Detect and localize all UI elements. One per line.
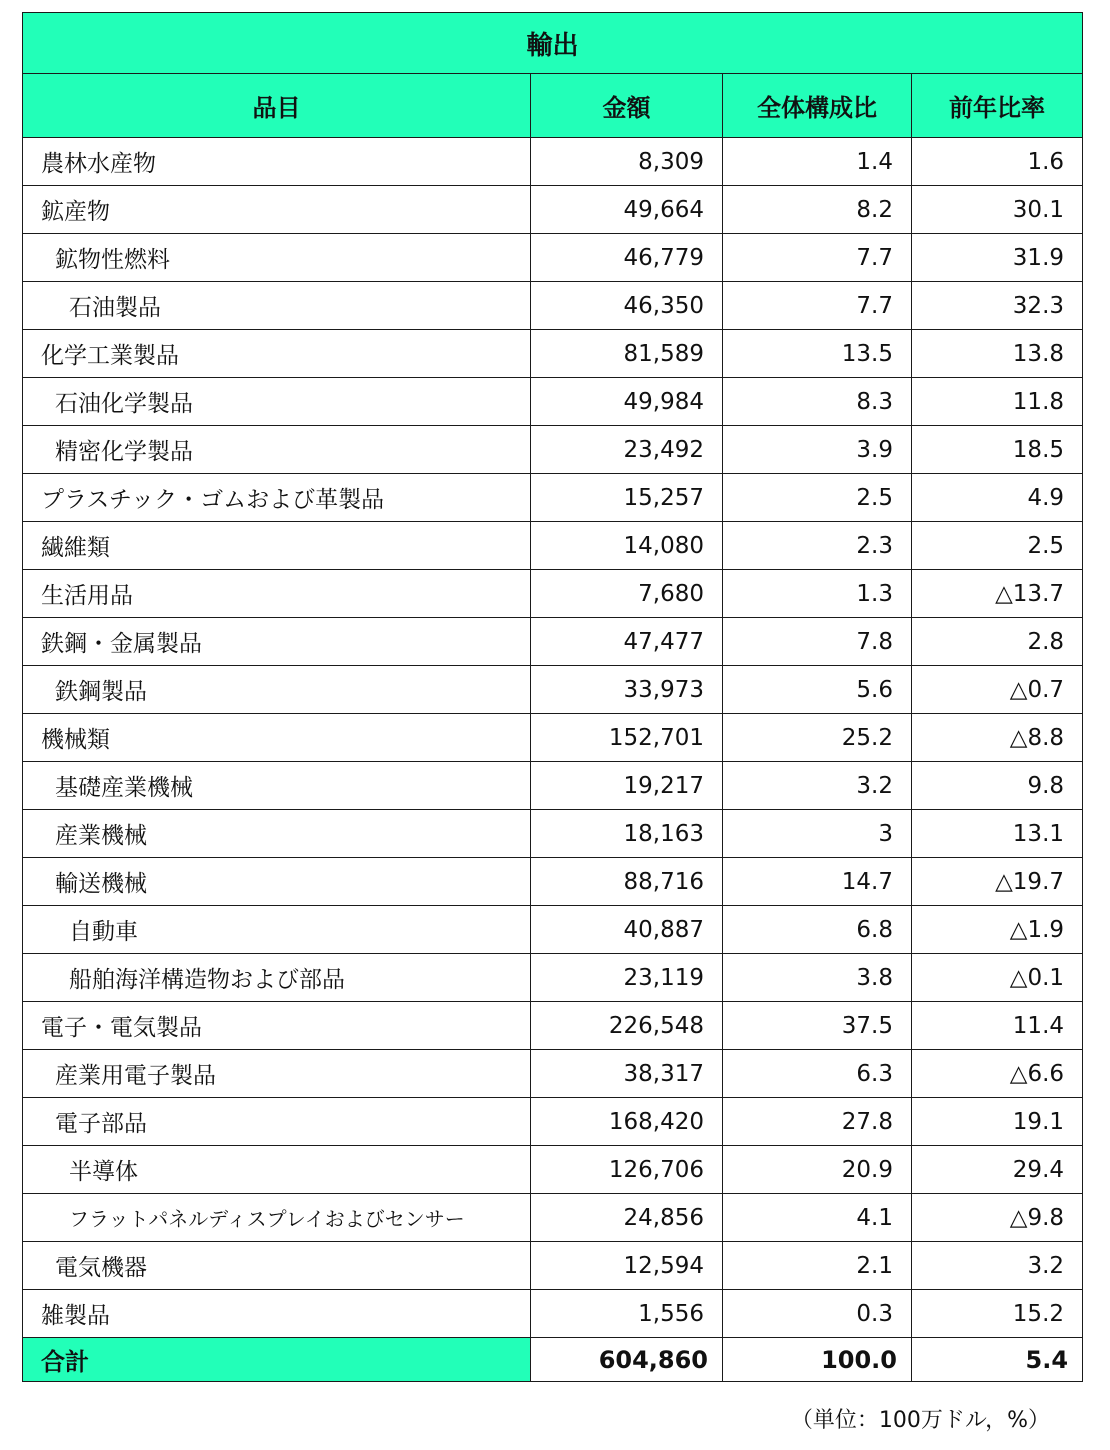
row-amount: 24,856: [531, 1194, 723, 1242]
row-yoy: △19.7: [912, 858, 1083, 906]
row-yoy: 31.9: [912, 234, 1083, 282]
row-yoy: △8.8: [912, 714, 1083, 762]
row-share: 25.2: [723, 714, 912, 762]
row-item: 鉄鋼製品: [23, 666, 531, 714]
total-amount: 604,860: [531, 1338, 723, 1382]
row-item: 繊維類: [23, 522, 531, 570]
row-yoy: 29.4: [912, 1146, 1083, 1194]
row-item: プラスチック・ゴムおよび革製品: [23, 474, 531, 522]
row-item: 石油化学製品: [23, 378, 531, 426]
row-amount: 15,257: [531, 474, 723, 522]
row-yoy: 19.1: [912, 1098, 1083, 1146]
row-yoy: 13.8: [912, 330, 1083, 378]
row-amount: 23,492: [531, 426, 723, 474]
table-row: [23, 954, 1083, 1002]
row-yoy: 30.1: [912, 186, 1083, 234]
row-share: 8.3: [723, 378, 912, 426]
row-amount: 23,119: [531, 954, 723, 1002]
row-amount: 168,420: [531, 1098, 723, 1146]
table-row: [23, 1146, 1083, 1194]
table-row: [23, 1242, 1083, 1290]
row-item: 精密化学製品: [23, 426, 531, 474]
row-yoy: △1.9: [912, 906, 1083, 954]
row-item: 生活用品: [23, 570, 531, 618]
table-row: [23, 330, 1083, 378]
row-share: 14.7: [723, 858, 912, 906]
row-share: 4.1: [723, 1194, 912, 1242]
table-row: [23, 858, 1083, 906]
total-label: 合計: [23, 1338, 531, 1382]
row-share: 27.8: [723, 1098, 912, 1146]
row-share: 2.5: [723, 474, 912, 522]
row-yoy: 32.3: [912, 282, 1083, 330]
table-row: [23, 474, 1083, 522]
row-amount: 88,716: [531, 858, 723, 906]
header-share: 全体構成比: [723, 74, 912, 138]
row-share: 1.3: [723, 570, 912, 618]
row-amount: 226,548: [531, 1002, 723, 1050]
row-item: 電子部品: [23, 1098, 531, 1146]
row-item: 電気機器: [23, 1242, 531, 1290]
row-amount: 152,701: [531, 714, 723, 762]
row-amount: 14,080: [531, 522, 723, 570]
row-share: 2.3: [723, 522, 912, 570]
row-share: 3.8: [723, 954, 912, 1002]
table-row: [23, 378, 1083, 426]
row-item: 農林水産物: [23, 138, 531, 186]
row-item: 鉱産物: [23, 186, 531, 234]
row-amount: 40,887: [531, 906, 723, 954]
header-yoy: 前年比率: [912, 74, 1083, 138]
row-item: 基礎産業機械: [23, 762, 531, 810]
row-share: 8.2: [723, 186, 912, 234]
row-yoy: △9.8: [912, 1194, 1083, 1242]
row-amount: 46,350: [531, 282, 723, 330]
row-yoy: △0.1: [912, 954, 1083, 1002]
row-yoy: △0.7: [912, 666, 1083, 714]
row-yoy: 9.8: [912, 762, 1083, 810]
table-row: [23, 138, 1083, 186]
table-row: [23, 666, 1083, 714]
row-item: 輸送機械: [23, 858, 531, 906]
row-share: 5.6: [723, 666, 912, 714]
row-item: 雑製品: [23, 1290, 531, 1338]
row-yoy: 15.2: [912, 1290, 1083, 1338]
row-yoy: △6.6: [912, 1050, 1083, 1098]
row-item: 鉄鋼・金属製品: [23, 618, 531, 666]
unit-note: （単位：100万ドル，%）: [790, 1408, 1050, 1433]
total-row: [23, 1338, 1083, 1382]
row-share: 7.8: [723, 618, 912, 666]
row-amount: 18,163: [531, 810, 723, 858]
row-item: フラットパネルディスプレイおよびセンサー: [23, 1194, 531, 1242]
table-row: [23, 1050, 1083, 1098]
total-share: 100.0: [723, 1338, 912, 1382]
table-row: [23, 810, 1083, 858]
row-share: 20.9: [723, 1146, 912, 1194]
table-row: [23, 186, 1083, 234]
table-row: [23, 234, 1083, 282]
table-row: [23, 1290, 1083, 1338]
table-row: [23, 906, 1083, 954]
row-amount: 49,664: [531, 186, 723, 234]
row-share: 0.3: [723, 1290, 912, 1338]
row-share: 6.3: [723, 1050, 912, 1098]
row-item: 産業用電子製品: [23, 1050, 531, 1098]
row-yoy: 11.4: [912, 1002, 1083, 1050]
row-amount: 46,779: [531, 234, 723, 282]
table-row: [23, 1098, 1083, 1146]
row-yoy: 11.8: [912, 378, 1083, 426]
row-share: 7.7: [723, 234, 912, 282]
row-item: 産業機械: [23, 810, 531, 858]
row-yoy: 13.1: [912, 810, 1083, 858]
table-row: [23, 1194, 1083, 1242]
table-title: 輸出: [23, 13, 1083, 74]
row-amount: 33,973: [531, 666, 723, 714]
row-amount: 12,594: [531, 1242, 723, 1290]
row-item: 自動車: [23, 906, 531, 954]
total-yoy: 5.4: [912, 1338, 1083, 1382]
column-header-row: [23, 74, 1083, 138]
table-row: [23, 282, 1083, 330]
table-row: [23, 522, 1083, 570]
row-amount: 47,477: [531, 618, 723, 666]
table-row: [23, 762, 1083, 810]
row-yoy: 1.6: [912, 138, 1083, 186]
row-share: 6.8: [723, 906, 912, 954]
row-amount: 1,556: [531, 1290, 723, 1338]
table-row: [23, 714, 1083, 762]
row-share: 2.1: [723, 1242, 912, 1290]
row-item: 化学工業製品: [23, 330, 531, 378]
header-item: 品目: [23, 74, 531, 138]
row-share: 3.2: [723, 762, 912, 810]
row-amount: 126,706: [531, 1146, 723, 1194]
row-yoy: 2.8: [912, 618, 1083, 666]
row-item: 半導体: [23, 1146, 531, 1194]
row-amount: 7,680: [531, 570, 723, 618]
table-row: [23, 570, 1083, 618]
row-share: 7.7: [723, 282, 912, 330]
row-yoy: 4.9: [912, 474, 1083, 522]
export-table: [22, 12, 1083, 1382]
row-share: 1.4: [723, 138, 912, 186]
table-title-row: [23, 13, 1083, 74]
row-share: 37.5: [723, 1002, 912, 1050]
row-item: 石油製品: [23, 282, 531, 330]
row-share: 13.5: [723, 330, 912, 378]
row-item: 鉱物性燃料: [23, 234, 531, 282]
row-yoy: 18.5: [912, 426, 1083, 474]
row-share: 3: [723, 810, 912, 858]
row-item: 電子・電気製品: [23, 1002, 531, 1050]
table-row: [23, 618, 1083, 666]
row-yoy: 3.2: [912, 1242, 1083, 1290]
row-item: 機械類: [23, 714, 531, 762]
row-amount: 38,317: [531, 1050, 723, 1098]
row-share: 3.9: [723, 426, 912, 474]
table-row: [23, 1002, 1083, 1050]
row-amount: 81,589: [531, 330, 723, 378]
row-yoy: 2.5: [912, 522, 1083, 570]
row-amount: 19,217: [531, 762, 723, 810]
row-yoy: △13.7: [912, 570, 1083, 618]
header-amount: 金額: [531, 74, 723, 138]
table-row: [23, 426, 1083, 474]
row-amount: 8,309: [531, 138, 723, 186]
row-item: 船舶海洋構造物および部品: [23, 954, 531, 1002]
row-amount: 49,984: [531, 378, 723, 426]
